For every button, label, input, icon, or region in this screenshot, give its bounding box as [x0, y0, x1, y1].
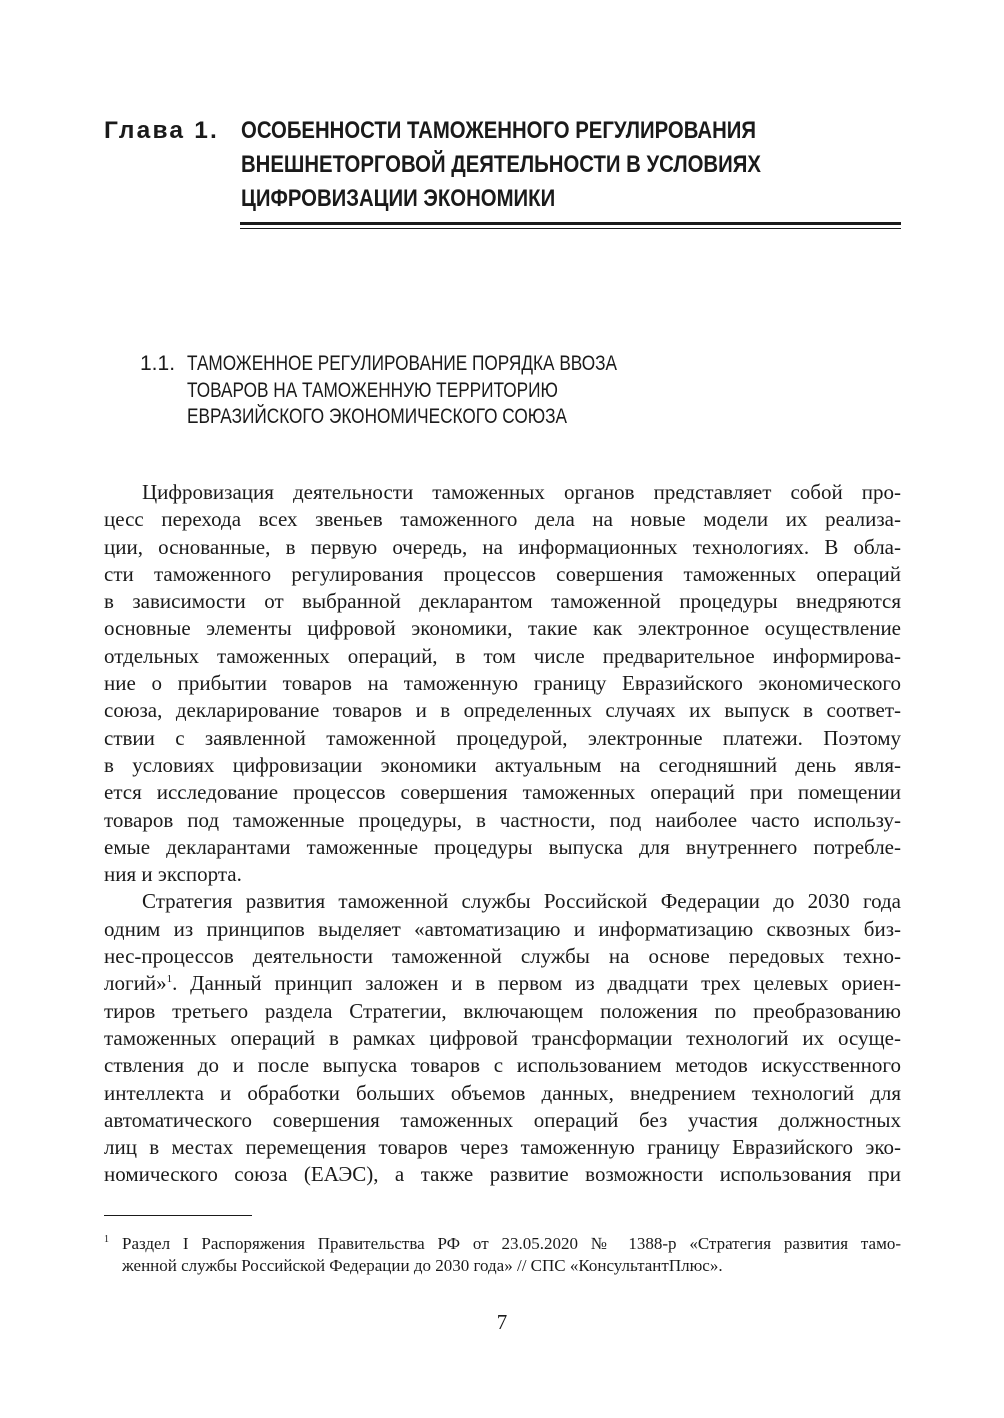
- text-line: Цифровизация деятельности таможенных органов представляет собой про-: [142, 480, 901, 504]
- footnote-mark: 1: [104, 1234, 109, 1245]
- text-line: нес-процессов деятельности таможенной службы на основе передовых техно-: [104, 944, 901, 969]
- text-line: ется исследование процессов совершения таможенных операций при помещении: [104, 780, 901, 805]
- section-title-line: ТАМОЖЕННОЕ РЕГУЛИРОВАНИЕ ПОРЯДКА ВВОЗА: [187, 352, 618, 375]
- footnote-separator: [104, 1215, 252, 1216]
- text-line: сти таможенного регулирования процессов совершения таможенных операций: [104, 561, 901, 586]
- text-line: в зависимости от выбранной декларантом таможенной процедуры внедряются: [104, 589, 901, 614]
- text-line: ствления до и после выпуска товаров с использованием методов искусственного: [104, 1053, 901, 1078]
- paragraph-1: [104, 479, 901, 888]
- chapter-rule-thin: [240, 228, 901, 229]
- section-title: [187, 351, 711, 431]
- text-line-with-footnote-ref: [104, 970, 901, 997]
- chapter-title-line: ВНЕШНЕТОРГОВОЙ ДЕЯТЕЛЬНОСТИ В УСЛОВИЯХ: [241, 151, 761, 178]
- chapter-label: Глава 1.: [104, 117, 220, 144]
- text-line: одним из принципов выделяет «автоматизацию и информатизацию сквозных биз-: [104, 916, 901, 941]
- section-number: 1.1.: [140, 352, 176, 375]
- text-line: основные элементы цифровой экономики, такие как электронное осуществление: [104, 616, 901, 641]
- section-title-line: ЕВРАЗИЙСКОГО ЭКОНОМИЧЕСКОГО СОЮЗА: [187, 405, 568, 428]
- text-fragment: логий»: [104, 971, 167, 996]
- text-line: тиров третьего раздела Стратегии, включающем положения по преобразованию: [104, 998, 901, 1023]
- chapter-title-line: ЦИФРОВИЗАЦИИ ЭКОНОМИКИ: [241, 185, 556, 212]
- text-line: лиц в местах перемещения товаров через таможенную границу Евразийского эко-: [104, 1135, 901, 1160]
- text-line: автоматического совершения таможенных операций без участия должностных: [104, 1107, 901, 1132]
- text-line: емые декларантами таможенные процедуры выпуска для внутреннего потребле-: [104, 834, 901, 859]
- text-line: отдельных таможенных операций, в том числе предварительное информирова-: [104, 643, 901, 668]
- text-line: ствии с заявленной таможенной процедурой, электронные платежи. Поэтому: [104, 725, 901, 750]
- footnote-reference[interactable]: 1: [166, 973, 173, 986]
- footnote-line: женной службы Российской Федерации до 2030 года» // СПС «КонсультантПлюс».: [122, 1256, 723, 1275]
- page-number: 7: [496, 1310, 508, 1334]
- text-line: таможенных операций в рамках цифровой трансформации технологий их осуще-: [104, 1025, 901, 1050]
- text-line: номического союза (ЕАЭС), а также развитие возможности использования при: [104, 1162, 901, 1187]
- section-title-line: ТОВАРОВ НА ТАМОЖЕННУЮ ТЕРРИТОРИЮ: [187, 378, 558, 402]
- footnote-line: Раздел I Распоряжения Правительства РФ от 23.05.2020 № 1388-р «Стратегия развития тамо-: [122, 1234, 901, 1253]
- text-line: ции, основанные, в первую очередь, на информационных технологиях. В обла-: [104, 534, 901, 559]
- text-line: ния и экспорта.: [104, 862, 242, 887]
- chapter-title-line: ОСОБЕННОСТИ ТАМОЖЕННОГО РЕГУЛИРОВАНИЯ: [241, 117, 757, 144]
- text-line: цесс перехода всех звеньев таможенного дела на новые модели их реализа-: [104, 507, 901, 532]
- paragraph-2: [104, 888, 901, 1188]
- text-fragment: . Данный принцип заложен и в первом из двадцати трех целевых ориен-: [172, 971, 901, 996]
- footnote-text: [122, 1233, 901, 1277]
- chapter-rule-thick: [240, 222, 901, 225]
- text-line: Стратегия развития таможенной службы Российской Федерации до 2030 года: [142, 889, 901, 914]
- chapter-title: [241, 114, 901, 216]
- text-line: товаров под таможенные процедуры, в частности, под наиболее часто использу-: [104, 807, 901, 832]
- text-line: ние о прибытии товаров на таможенную границу Евразийского экономического: [104, 671, 901, 696]
- text-line: союза, декларирование товаров и в определенных случаях их выпуск в соответ-: [104, 698, 901, 723]
- text-line: интеллекта и обработки больших объемов данных, внедрением технологий для: [104, 1080, 901, 1105]
- text-line: в условиях цифровизации экономики актуальным на сегодняшний день явля-: [104, 752, 901, 777]
- body-text: [104, 479, 901, 1189]
